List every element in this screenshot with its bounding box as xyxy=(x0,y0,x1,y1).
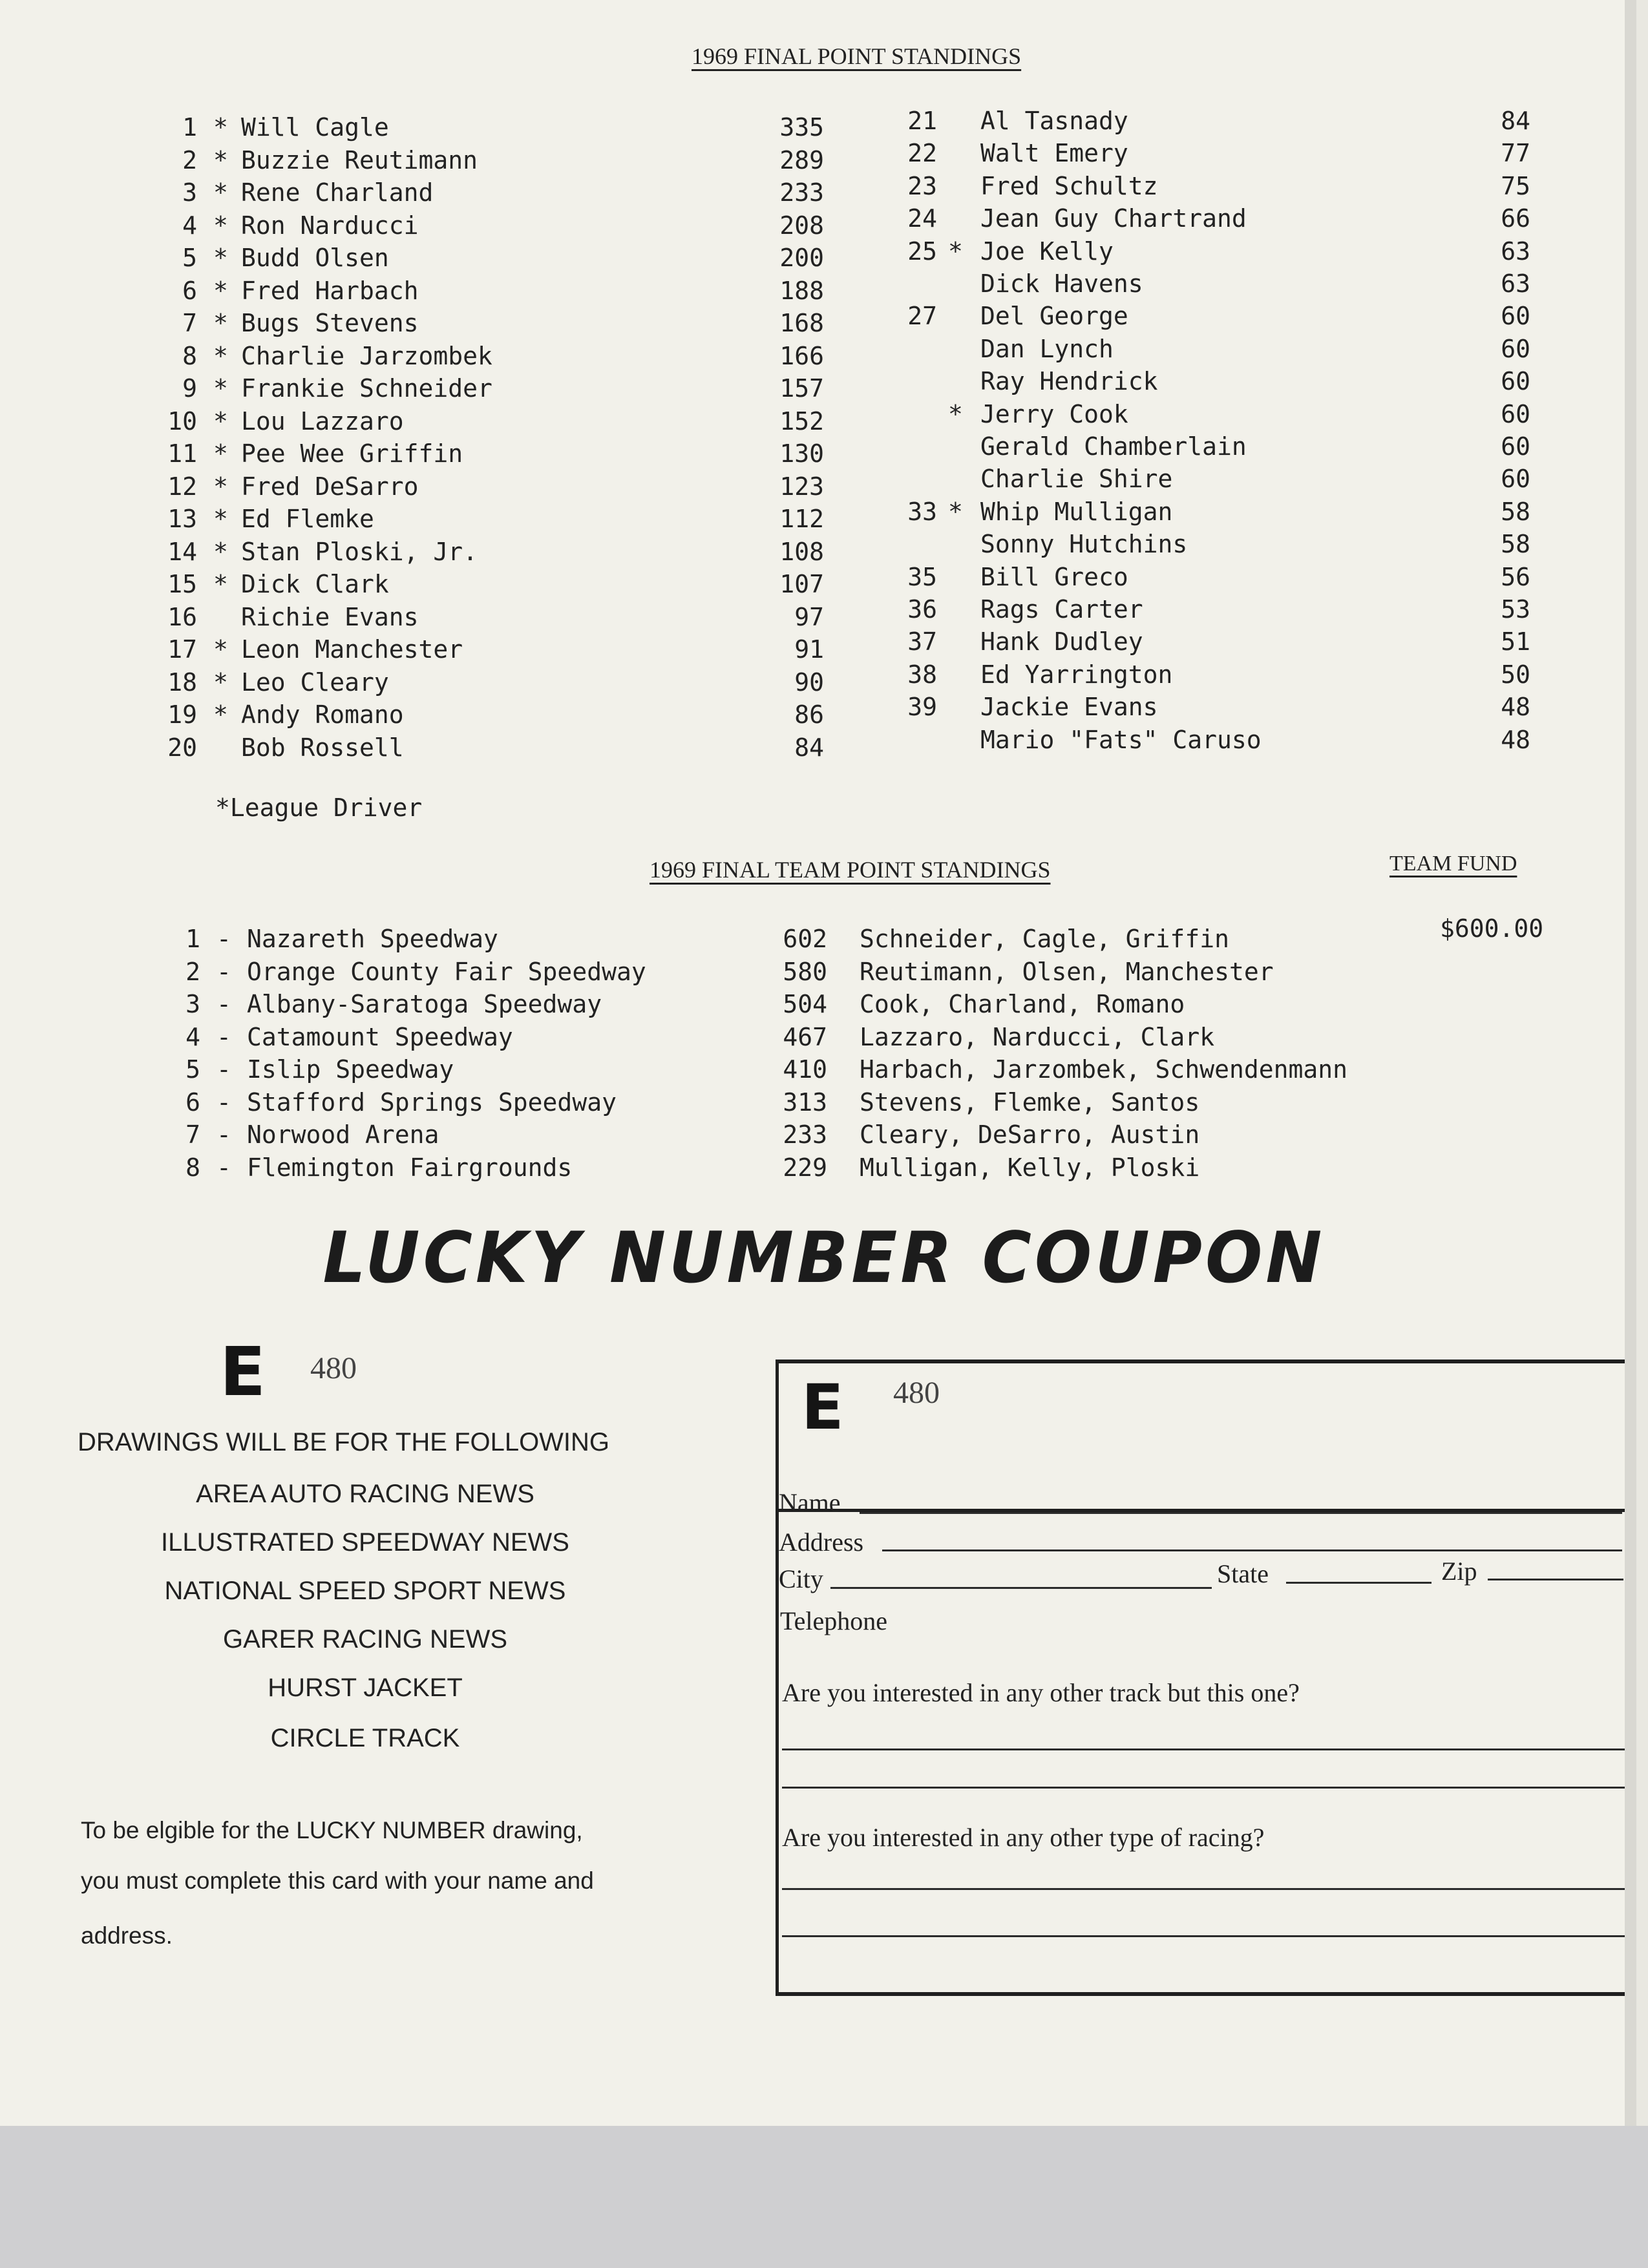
league-driver-marker: * xyxy=(213,145,228,174)
driver-name: Hank Dudley xyxy=(980,627,1143,656)
league-driver-marker: * xyxy=(213,406,228,436)
team-track: Albany-Saratoga Speedway xyxy=(247,990,602,1018)
driver-position: 25 xyxy=(907,236,937,266)
team-drivers: Stevens, Flemke, Santos xyxy=(860,1087,1200,1117)
driver-position xyxy=(885,333,937,365)
team-drivers: Schneider, Cagle, Griffin xyxy=(860,925,1229,953)
driver-name: Ed Flemke xyxy=(241,505,374,533)
driver-points: 112 xyxy=(779,505,824,533)
coupon-letter-left: E xyxy=(220,1332,266,1411)
driver-name: Leo Cleary xyxy=(241,667,389,697)
other-racing-answer-line-1[interactable] xyxy=(782,1888,1625,1890)
driver-name: Bugs Stevens xyxy=(241,309,419,337)
team-position: 1 xyxy=(185,925,200,953)
driver-points: 130 xyxy=(779,439,824,468)
driver-name: Fred Schultz xyxy=(980,171,1158,200)
team-standings-title: 1969 FINAL TEAM POINT STANDINGS xyxy=(650,857,1051,883)
driver-name: Andy Romano xyxy=(241,700,404,729)
driver-position: 11 xyxy=(167,439,197,468)
team-dash: - xyxy=(217,1055,231,1084)
driver-name: Lou Lazzaro xyxy=(241,406,404,436)
driver-name: Richie Evans xyxy=(241,602,419,631)
driver-name: Ed Yarrington xyxy=(980,660,1173,689)
driver-position: 2 xyxy=(182,145,197,174)
driver-position: 23 xyxy=(907,171,937,200)
state-field[interactable] xyxy=(1286,1582,1431,1584)
driver-points: 60 xyxy=(1501,465,1530,494)
lucky-number-coupon-title: LUCKY NUMBER COUPON xyxy=(322,1215,1326,1299)
driver-points: 63 xyxy=(1501,236,1530,266)
team-track: Norwood Arena xyxy=(247,1120,439,1149)
league-driver-marker: * xyxy=(948,236,963,266)
coupon-letter-card: E xyxy=(801,1371,844,1444)
driver-points: 66 xyxy=(1501,204,1530,233)
driver-points: 60 xyxy=(1501,367,1530,396)
driver-points: 48 xyxy=(1501,725,1530,754)
driver-points: 289 xyxy=(779,145,824,174)
league-driver-marker: * xyxy=(213,505,228,533)
zip-label: Zip xyxy=(1441,1557,1477,1586)
driver-position: 17 xyxy=(167,635,197,664)
driver-points: 200 xyxy=(779,244,824,272)
driver-position: 3 xyxy=(182,178,197,207)
driver-position xyxy=(885,724,937,756)
team-points: 602 xyxy=(783,925,827,953)
driver-standings-title: 1969 FINAL POINT STANDINGS xyxy=(692,43,1022,69)
team-position: 8 xyxy=(185,1153,200,1182)
driver-position xyxy=(885,268,937,300)
team-points: 313 xyxy=(783,1087,827,1117)
driver-points: 84 xyxy=(794,733,824,762)
driver-points: 157 xyxy=(779,374,824,403)
other-track-answer-line-1[interactable] xyxy=(782,1748,1625,1750)
driver-position: 7 xyxy=(182,309,197,337)
driver-points: 188 xyxy=(779,276,824,305)
league-driver-marker: * xyxy=(213,113,228,142)
driver-points: 53 xyxy=(1501,595,1530,624)
driver-position: 13 xyxy=(167,505,197,533)
driver-name: Walt Emery xyxy=(980,139,1128,168)
driver-position xyxy=(885,463,937,495)
publication-item: GARER RACING NEWS xyxy=(222,1625,508,1654)
league-driver-marker: * xyxy=(213,309,228,337)
league-driver-marker: * xyxy=(213,472,228,501)
driver-points: 90 xyxy=(794,667,824,697)
league-driver-marker: * xyxy=(213,244,228,272)
team-drivers: Reutimann, Olsen, Manchester xyxy=(860,957,1274,986)
driver-position: 8 xyxy=(182,341,197,370)
driver-position xyxy=(885,365,937,397)
driver-points: 60 xyxy=(1501,302,1530,331)
city-field[interactable] xyxy=(830,1587,1212,1589)
question-other-racing: Are you interested in any other type of racing? xyxy=(782,1823,1265,1852)
driver-points: 86 xyxy=(794,700,824,729)
driver-points: 60 xyxy=(1501,334,1530,363)
driver-points: 50 xyxy=(1501,660,1530,689)
driver-position: 9 xyxy=(182,374,197,403)
driver-name: Mario "Fats" Caruso xyxy=(980,725,1262,754)
scan-background xyxy=(0,2126,1648,2268)
league-driver-marker: * xyxy=(213,374,228,403)
driver-position: 10 xyxy=(167,406,197,436)
state-label: State xyxy=(1217,1559,1269,1588)
driver-points: 166 xyxy=(779,341,824,370)
driver-position: 15 xyxy=(167,570,197,598)
driver-name: Rags Carter xyxy=(980,595,1143,624)
driver-position xyxy=(885,430,937,463)
team-dash: - xyxy=(217,990,231,1018)
team-points: 410 xyxy=(783,1055,827,1084)
league-driver-marker: * xyxy=(948,497,963,526)
team-dash: - xyxy=(217,1120,231,1149)
driver-points: 56 xyxy=(1501,562,1530,591)
publication-item: NATIONAL SPEED SPORT NEWS xyxy=(164,1577,566,1605)
driver-name: Jean Guy Chartrand xyxy=(980,204,1247,233)
driver-name: Bill Greco xyxy=(980,562,1128,591)
driver-position: 24 xyxy=(907,204,937,233)
driver-position: 16 xyxy=(167,602,197,631)
zip-field[interactable] xyxy=(1488,1579,1623,1580)
driver-points: 168 xyxy=(779,309,824,337)
team-track: Islip Speedway xyxy=(247,1055,454,1084)
team-dash: - xyxy=(217,1022,231,1051)
league-driver-marker: * xyxy=(213,178,228,207)
driver-position xyxy=(885,528,937,560)
driver-position: 1 xyxy=(182,113,197,142)
driver-position: 39 xyxy=(907,693,937,722)
team-points: 233 xyxy=(783,1120,827,1149)
team-drivers: Mulligan, Kelly, Ploski xyxy=(860,1153,1200,1182)
driver-name: Jackie Evans xyxy=(980,693,1158,722)
address-field[interactable] xyxy=(882,1549,1622,1551)
driver-points: 107 xyxy=(779,570,824,598)
driver-points: 58 xyxy=(1501,530,1530,559)
driver-name: Stan Ploski, Jr. xyxy=(241,537,478,566)
league-driver-marker: * xyxy=(213,667,228,697)
page-edge-shadow xyxy=(1625,0,1636,2126)
driver-points: 97 xyxy=(794,602,824,631)
team-track: Catamount Speedway xyxy=(247,1022,513,1051)
driver-name: Fred DeSarro xyxy=(241,472,419,501)
driver-position: 5 xyxy=(182,244,197,272)
league-driver-marker: * xyxy=(213,439,228,468)
league-driver-marker: * xyxy=(213,211,228,240)
team-dash: - xyxy=(217,925,231,953)
team-points: 580 xyxy=(783,957,827,986)
driver-name: Dick Clark xyxy=(241,570,389,598)
team-drivers: Cook, Charland, Romano xyxy=(860,990,1185,1018)
coupon-number-card: 480 xyxy=(893,1376,940,1410)
team-points: 504 xyxy=(783,990,827,1018)
league-driver-marker: * xyxy=(213,341,228,370)
question-other-track: Are you interested in any other track but this one? xyxy=(782,1678,1300,1707)
other-racing-answer-line-2[interactable] xyxy=(782,1935,1625,1937)
publication-item: AREA AUTO RACING NEWS xyxy=(196,1480,534,1508)
team-position: 7 xyxy=(185,1120,200,1149)
team-position: 3 xyxy=(185,990,200,1018)
league-driver-marker: * xyxy=(213,635,228,664)
team-position: 4 xyxy=(185,1022,200,1051)
driver-name: Bob Rossell xyxy=(241,733,404,762)
team-track: Flemington Fairgrounds xyxy=(247,1153,573,1182)
team-drivers: Harbach, Jarzombek, Schwendenmann xyxy=(860,1055,1347,1084)
team-position: 5 xyxy=(185,1055,200,1084)
driver-name: Al Tasnady xyxy=(980,107,1128,135)
driver-name: Del George xyxy=(980,302,1128,331)
driver-position: 18 xyxy=(167,667,197,697)
driver-position: 35 xyxy=(907,562,937,591)
name-label: Name xyxy=(779,1488,841,1517)
driver-points: 123 xyxy=(779,472,824,501)
driver-name: Ron Narducci xyxy=(241,211,419,240)
driver-position: 38 xyxy=(907,660,937,689)
team-dash: - xyxy=(217,957,231,986)
driver-name: Joe Kelly xyxy=(980,236,1114,266)
publication-item: HURST JACKET xyxy=(268,1674,463,1702)
driver-points: 58 xyxy=(1501,497,1530,526)
team-dash: - xyxy=(217,1087,231,1117)
driver-name: Budd Olsen xyxy=(241,244,389,272)
driver-name: Fred Harbach xyxy=(241,276,419,305)
league-driver-marker: * xyxy=(213,570,228,598)
driver-name: Buzzie Reutimann xyxy=(241,145,478,174)
driver-points: 84 xyxy=(1501,107,1530,135)
driver-name: Ray Hendrick xyxy=(980,367,1158,396)
driver-position: 12 xyxy=(167,472,197,501)
league-driver-marker: * xyxy=(213,276,228,305)
team-drivers: Lazzaro, Narducci, Clark xyxy=(860,1022,1215,1051)
eligibility-line: you must complete this card with your name and xyxy=(81,1867,594,1894)
driver-position: 36 xyxy=(907,595,937,624)
eligibility-line: To be elgible for the LUCKY NUMBER drawing, xyxy=(81,1817,583,1843)
team-fund-header: TEAM FUND xyxy=(1389,852,1517,876)
driver-name: Leon Manchester xyxy=(241,635,463,664)
driver-name: Dan Lynch xyxy=(980,334,1114,363)
driver-name: Dick Havens xyxy=(980,269,1143,298)
driver-position: 6 xyxy=(182,276,197,305)
address-label: Address xyxy=(779,1528,864,1557)
city-label: City xyxy=(779,1564,823,1593)
driver-name: Rene Charland xyxy=(241,178,434,207)
driver-points: 233 xyxy=(779,178,824,207)
publication-item: CIRCLE TRACK xyxy=(270,1724,460,1752)
driver-name: Charlie Jarzombek xyxy=(241,341,492,370)
driver-position: 21 xyxy=(907,107,937,135)
driver-position: 19 xyxy=(167,700,197,729)
team-track: Orange County Fair Speedway xyxy=(247,957,646,986)
team-position: 6 xyxy=(185,1087,200,1117)
driver-points: 91 xyxy=(794,635,824,664)
driver-position: 27 xyxy=(907,302,937,331)
driver-name: Will Cagle xyxy=(241,113,389,142)
team-points: 229 xyxy=(783,1153,827,1182)
driver-position: 14 xyxy=(167,537,197,566)
driver-position xyxy=(885,398,937,430)
driver-name: Pee Wee Griffin xyxy=(241,439,463,468)
driver-points: 60 xyxy=(1501,399,1530,428)
driver-name: Charlie Shire xyxy=(980,465,1173,494)
driver-points: 75 xyxy=(1501,171,1530,200)
driver-position: 37 xyxy=(907,627,937,656)
driver-name: Frankie Schneider xyxy=(241,374,492,403)
driver-points: 335 xyxy=(779,113,824,142)
driver-points: 77 xyxy=(1501,139,1530,168)
team-track: Nazareth Speedway xyxy=(247,925,498,953)
driver-points: 63 xyxy=(1501,269,1530,298)
team-fund-amount: $600.00 xyxy=(1440,914,1544,943)
eligibility-line: address. xyxy=(81,1922,173,1949)
drawings-header: DRAWINGS WILL BE FOR THE FOLLOWING xyxy=(78,1428,610,1456)
driver-points: 152 xyxy=(779,406,824,436)
league-driver-marker: * xyxy=(213,700,228,729)
publication-item: ILLUSTRATED SPEEDWAY NEWS xyxy=(161,1528,569,1557)
driver-position: 33 xyxy=(907,497,937,526)
driver-name: Whip Mulligan xyxy=(980,497,1173,526)
team-drivers: Cleary, DeSarro, Austin xyxy=(860,1120,1200,1149)
league-driver-marker: * xyxy=(213,537,228,566)
league-driver-marker: * xyxy=(948,399,963,428)
driver-name: Jerry Cook xyxy=(980,399,1128,428)
coupon-number-left: 480 xyxy=(310,1351,357,1385)
driver-position: 22 xyxy=(907,139,937,168)
driver-points: 60 xyxy=(1501,432,1530,461)
driver-points: 108 xyxy=(779,537,824,566)
driver-points: 208 xyxy=(779,211,824,240)
driver-position: 20 xyxy=(167,733,197,762)
driver-position: 4 xyxy=(182,211,197,240)
other-track-answer-line-2[interactable] xyxy=(782,1787,1625,1789)
telephone-label: Telephone xyxy=(780,1606,888,1635)
driver-points: 48 xyxy=(1501,693,1530,722)
name-field[interactable] xyxy=(860,1512,1622,1514)
league-driver-footnote: *League Driver xyxy=(215,793,423,822)
team-points: 467 xyxy=(783,1022,827,1051)
driver-name: Sonny Hutchins xyxy=(980,530,1188,559)
driver-name: Gerald Chamberlain xyxy=(980,432,1247,461)
team-dash: - xyxy=(217,1153,231,1182)
team-position: 2 xyxy=(185,957,200,986)
team-track: Stafford Springs Speedway xyxy=(247,1087,617,1117)
driver-points: 51 xyxy=(1501,627,1530,656)
